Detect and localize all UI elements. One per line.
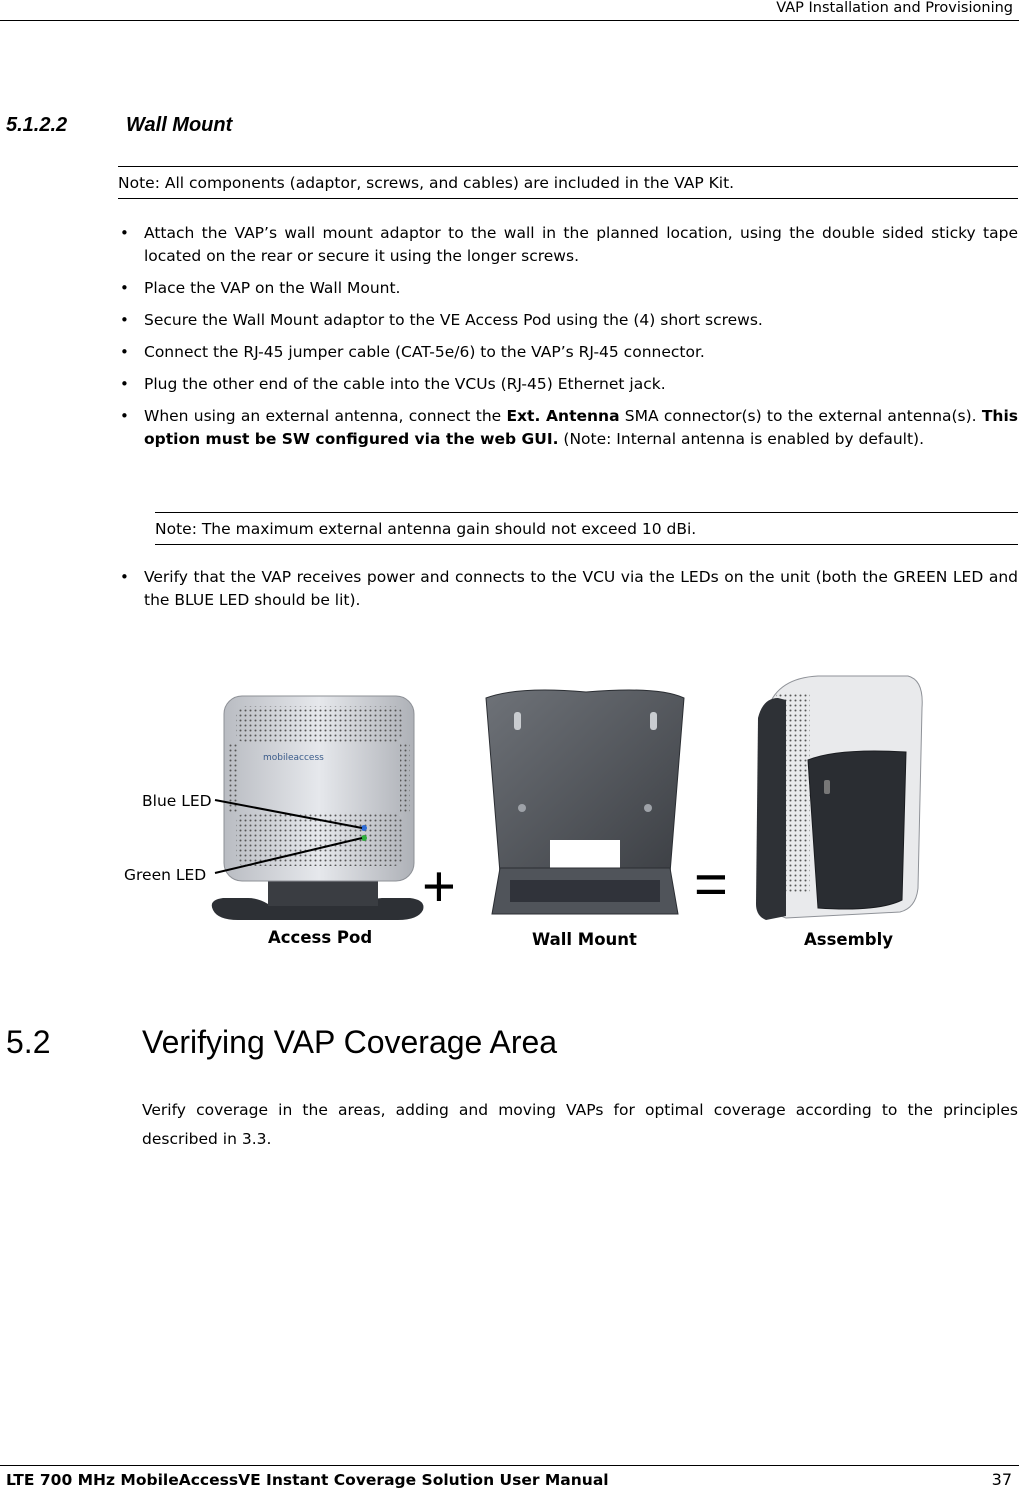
list-item-verify: • Verify that the VAP receives power and connects to the VCU via the LEDs on the unit (both the GREEN LED and the BLUE LED should be lit). [120,568,1018,609]
wall-mount-image [486,690,684,914]
list-item: • Connect the RJ-45 jumper cable (CAT-5e/6) to the VAP’s RJ-45 connector. [118,341,1018,364]
equals-sign: = [694,852,728,917]
access-pod-label: Access Pod [268,928,373,947]
wall-mount-label: Wall Mount [532,930,637,949]
section2-number: 5.2 [6,1024,51,1060]
list-item: • Plug the other end of the cable into the VCUs (RJ-45) Ethernet jack. [118,373,1018,396]
green-led-label: Green LED [124,866,207,884]
assembly-image [756,676,922,920]
coverage-paragraph: Verify coverage in the areas, adding and moving VAPs for optimal coverage according to the principles described in 3.3. [142,1101,1018,1148]
list-item: • Secure the Wall Mount adaptor to the VE Access Pod using the (4) short screws. [118,309,1018,332]
bullet-icon: • [120,407,129,425]
section-heading-2 [6,1024,557,1061]
plus-sign: + [422,854,456,919]
bullet-icon: • [120,568,129,586]
header-rule [0,20,1019,21]
access-pod-image [212,696,424,920]
assembly-illustration [118,668,1018,968]
assembly-figure [118,668,1018,968]
footer-rule [0,1465,1019,1466]
section2-title: Verifying VAP Coverage Area [142,1024,558,1060]
section-title: Wall Mount [126,114,233,136]
section-number: 5.1.2.2 [6,114,68,136]
verify-list [118,566,1018,621]
page-header-title: VAP Installation and Provisioning [776,0,1013,16]
bullet-icon: • [120,311,129,329]
note-antenna-gain: Note: The maximum external antenna gain should not exceed 10 dBi. [155,512,1018,545]
page-number: 37 [991,1470,1012,1489]
assembly-label: Assembly [804,930,894,949]
note-components: Note: All components (adaptor, screws, and cables) are included in the VAP Kit. [118,166,1018,199]
blue-led-label: Blue LED [142,792,212,810]
bullet-icon: • [120,343,129,361]
pod-logo-text: mobileaccess [263,753,324,763]
list-item: • Attach the VAP’s wall mount adaptor to the wall in the planned location, using the double sided sticky tape located on the rear or secure it using the longer screws. [120,224,1018,265]
section-heading [6,114,232,137]
footer-manual-title: LTE 700 MHz MobileAccessVE Instant Coverage Solution User Manual [6,1471,609,1489]
bullet-icon: • [120,279,129,297]
list-item: • Place the VAP on the Wall Mount. [118,277,1018,300]
bullet-icon: • [120,224,129,242]
list-item-antenna: • When using an external antenna, connect the Ext. Antenna SMA connector(s) to the external antenna(s). This option must be SW configured via the web GUI. (Note: Internal antenna is enabled by default). [120,407,1019,448]
bullet-icon: • [120,375,129,393]
instruction-list [118,222,1018,460]
